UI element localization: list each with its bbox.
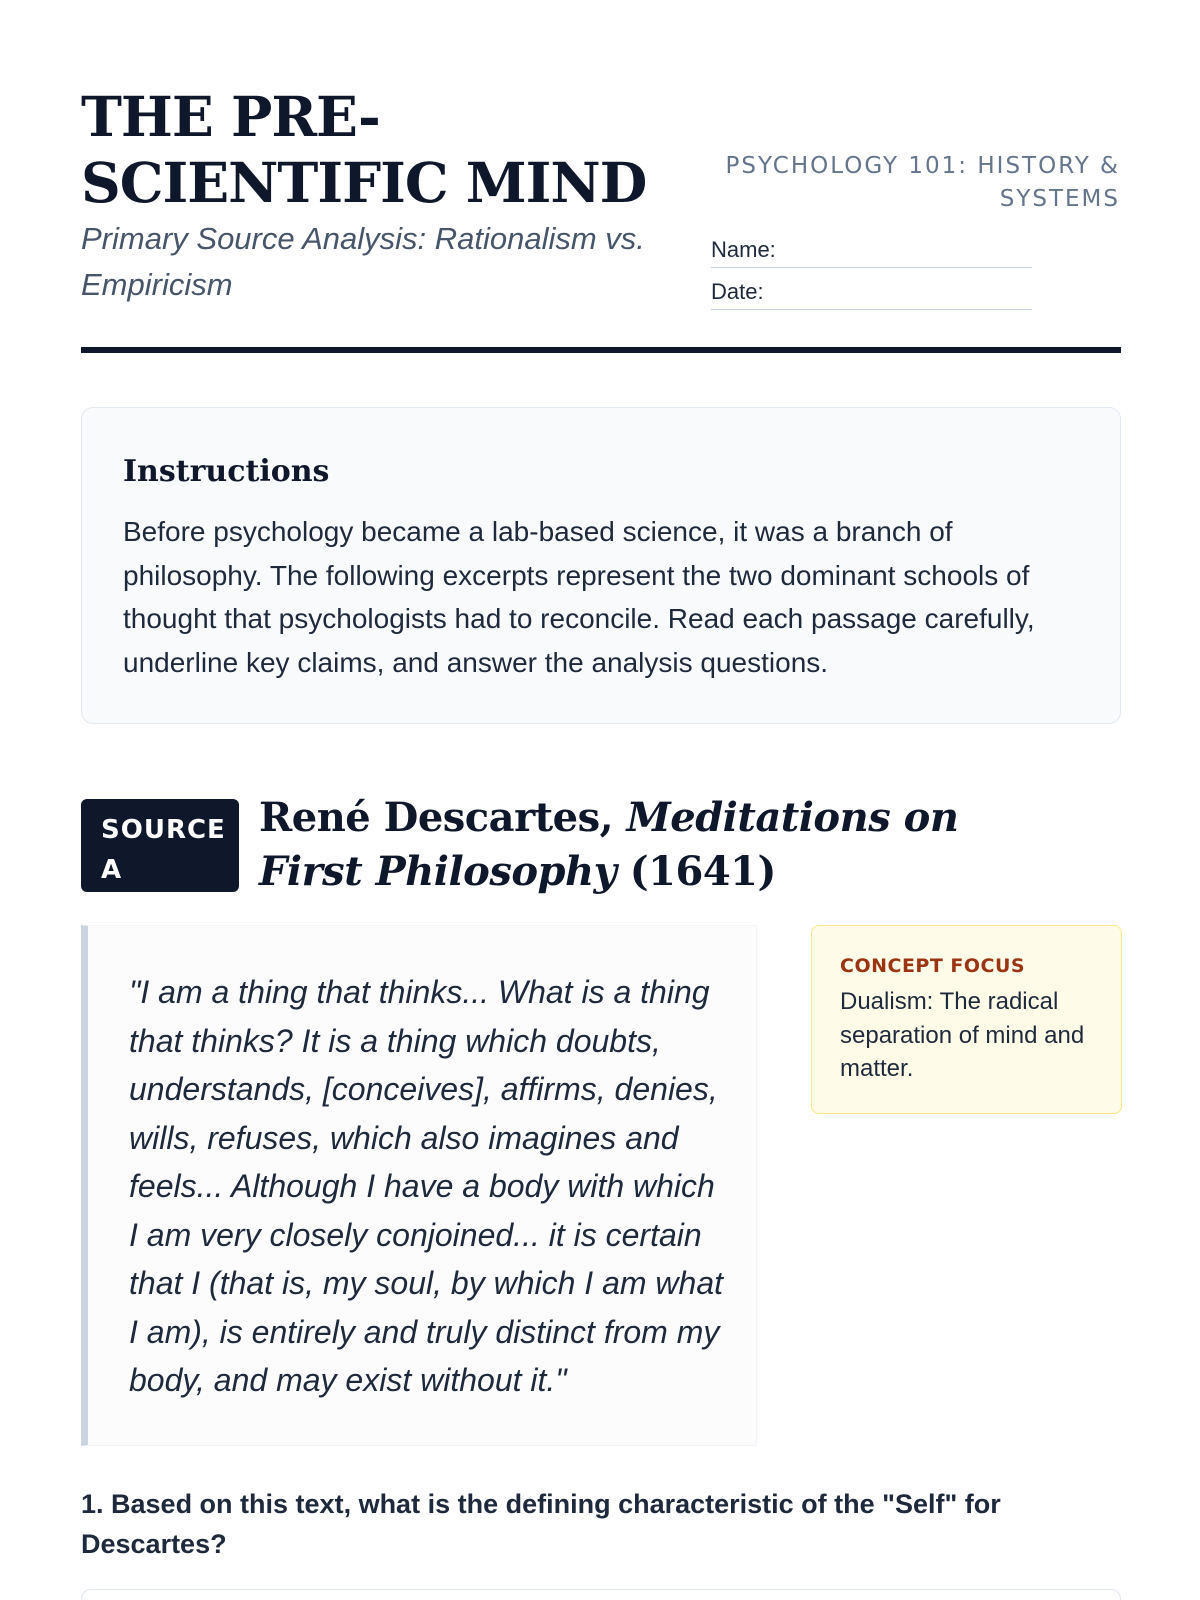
concept-focus-box (811, 925, 1122, 1114)
name-field[interactable] (711, 235, 1032, 268)
concept-focus-text: Dualism: The radical separation of mind and matter. (840, 988, 1085, 1082)
instructions-box (81, 407, 1121, 724)
page-title: THE PRE-SCIENTIFIC MIND (81, 84, 647, 215)
source-title (259, 791, 979, 899)
source-year: (1641) (629, 848, 776, 895)
source-author: René Descartes, (259, 794, 614, 841)
page-subtitle: Primary Source Analysis: Rationalism vs. Empiricism (81, 221, 645, 302)
instructions-body: Before psychology became a lab-based science, it was a branch of philosophy. The following excerpts represent the two dominant schools of thought that psychologists had to reconcile. Read each passage carefully, underline key claims, and answer the analysis questions. (123, 516, 1035, 678)
concept-focus-label: CONCEPT FOCUS (840, 955, 1026, 977)
source-work: Meditations on First Philosophy (259, 794, 959, 895)
instructions-heading: Instructions (123, 454, 330, 489)
question-1: 1. Based on this text, what is the defining characteristic of the "Self" for Descartes? (81, 1489, 1001, 1559)
source-quote-text: "I am a thing that thinks... What is a thing that thinks? It is a thing which doubts, understands, [conceives], affirms, denies, wills, refuses, which also imagines and feels... Although I have a body with which I am very closely conjoined... it is certain that I (that is, my soul, by which I am what I am), is entirely and truly distinct from my body, and may exist without it." (129, 974, 723, 1398)
date-field-label: Date: (711, 279, 764, 304)
header-divider (81, 347, 1121, 353)
date-field[interactable] (711, 277, 1032, 310)
course-label: PSYCHOLOGY 101: HISTORY & SYSTEMS (725, 153, 1120, 212)
source-quote (81, 925, 757, 1446)
name-field-label: Name: (711, 237, 776, 262)
source-badge: SOURCE A (81, 799, 239, 892)
answer-box-1[interactable] (81, 1589, 1121, 1600)
